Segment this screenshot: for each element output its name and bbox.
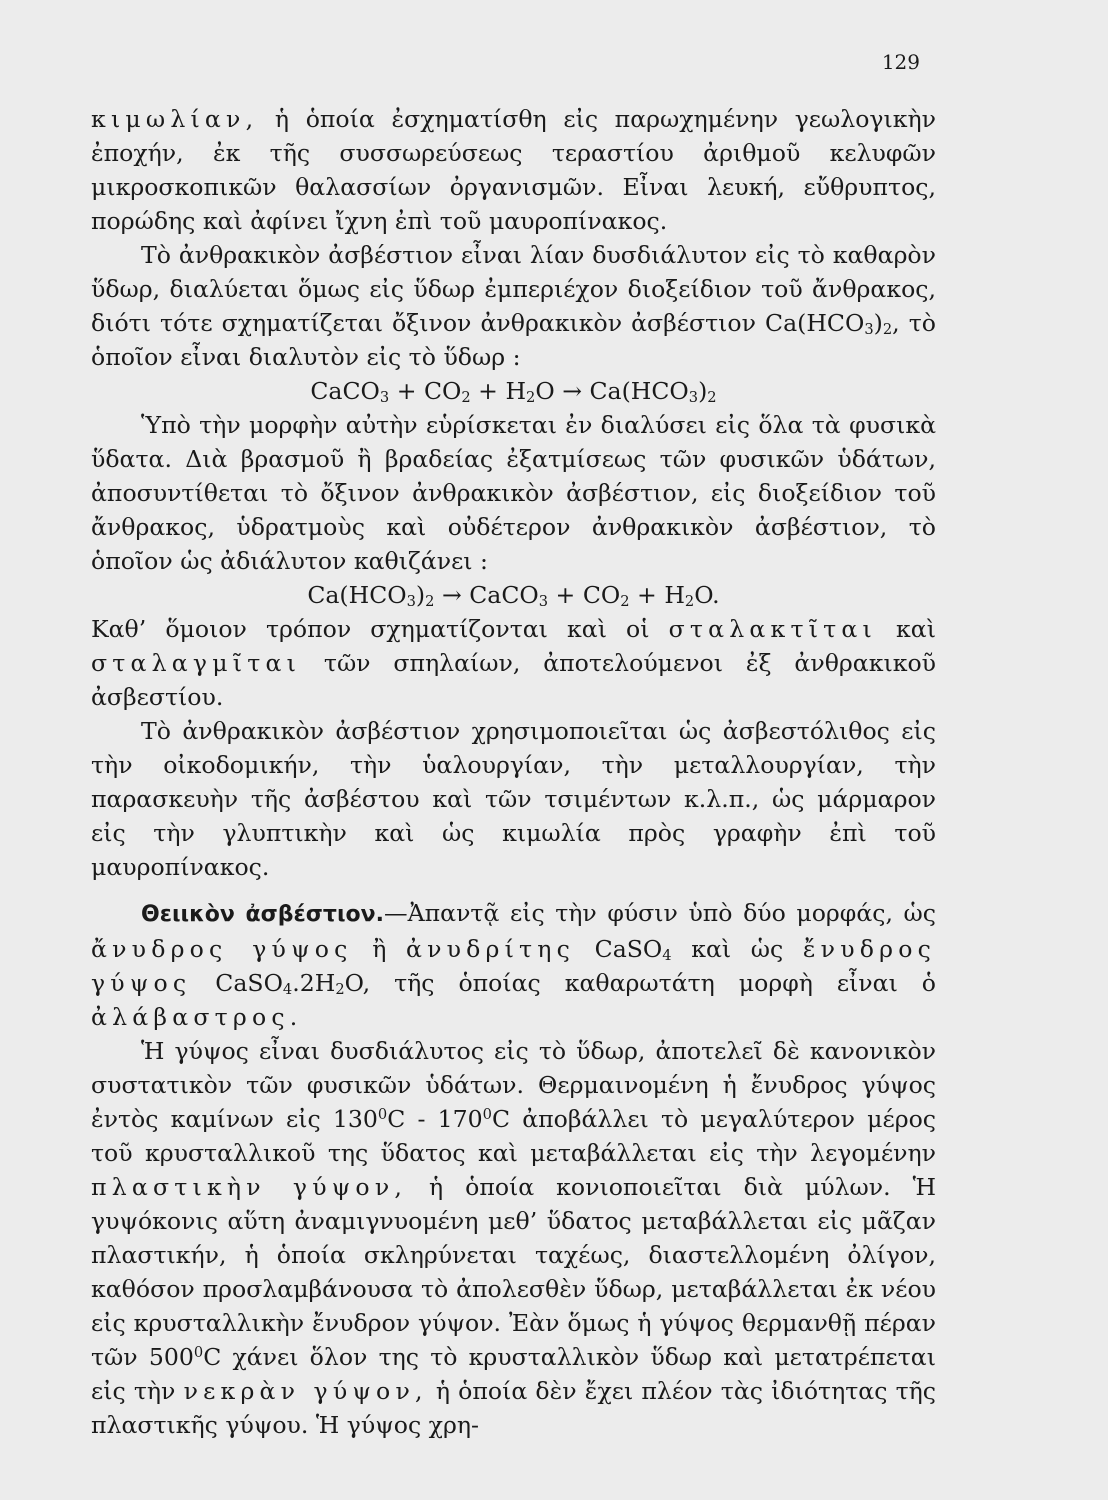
- spaced-term: νεκρὰν γύψον,: [183, 1377, 428, 1405]
- formula-part: ): [698, 377, 708, 405]
- formula-part: .2H: [292, 969, 336, 997]
- formula-part: CaCO: [310, 377, 380, 405]
- subscript: 3: [406, 593, 416, 611]
- paragraph-text: O, τῆς ὁποίας καθαρωτάτη μορφὴ εἶναι ὁ: [344, 969, 936, 997]
- formula-part: Ca(HCO: [307, 581, 407, 609]
- subscript: 2: [620, 593, 630, 611]
- formula-part: O → Ca(HCO: [535, 377, 689, 405]
- superscript: 0: [482, 1105, 492, 1123]
- spaced-term: κιμωλίαν,: [91, 105, 259, 133]
- paragraph-text: ἡ ὁποία ἐσχηματίσθη εἰς παρωχημένην γεωλογικὴν ἐποχήν, ἐκ τῆς συσσωρεύσεως τεραστίου ἀριθμοῦ κελυφῶν μικροσκοπικῶν θαλασσίων ὀργανισμῶν. Εἶναι λευκή, εὔθρυπτος, πορώδης καὶ ἀφίνει ἴχνη ἐπὶ τοῦ μαυροπίνακος.: [91, 105, 936, 235]
- page-number: 129: [881, 50, 920, 74]
- paragraph-text: ἡ ὁποία κονιοποιεῖται διὰ μύλων. Ἡ γυψόκονις αὕτη ἀναμιγνυομένη μεθ’ ὕδατος μεταβάλλεται εἰς μᾶζαν πλαστικήν, ἡ ὁποία σκληρύνεται ταχέως, διαστελλομένη ὀλίγον, καθόσον προσλαμβάνουσα τὸ ἀπολεσθὲν ὕδωρ, μεταβάλλεται ἐκ νέου εἰς κρυσταλλικὴν ἔνυδρον γύψον. Ἐὰν ὅμως ἡ γύψος θερμανθῇ πέραν τῶν 500: [91, 1173, 936, 1371]
- formula-part: O.: [694, 581, 720, 609]
- subscript: 3: [688, 389, 699, 407]
- paragraph-text: C - 170: [387, 1105, 483, 1133]
- subscript: 3: [864, 321, 874, 339]
- formula-part: + CO: [548, 581, 621, 609]
- subscript: 2: [335, 981, 345, 999]
- spaced-term: ἀνυδρίτης: [405, 935, 576, 963]
- subscript: 4: [282, 981, 293, 999]
- subscript: 2: [425, 593, 435, 611]
- spaced-term: σταλαγμῖται: [91, 649, 302, 677]
- spaced-term: σταλακτῖται: [668, 615, 877, 643]
- subscript: 2: [882, 321, 893, 339]
- superscript: 0: [377, 1105, 388, 1123]
- subscript: 4: [662, 947, 672, 965]
- formula-part: + H: [629, 581, 685, 609]
- paragraph-gypsum: [91, 1034, 936, 1442]
- subscript: 3: [379, 389, 390, 407]
- subscript: 2: [684, 593, 695, 611]
- subscript: 2: [461, 389, 471, 407]
- formula-part: ): [415, 581, 426, 609]
- superscript: 0: [193, 1343, 204, 1361]
- paragraph-text: Καθ’ ὅμοιον τρόπον σχηματίζονται καὶ οἱ: [91, 615, 669, 643]
- paragraph-text: ἢ: [352, 935, 406, 963]
- paragraph-natural-waters: Ὑπὸ τὴν μορφὴν αὐτὴν εὑρίσκεται ἐν διαλύσει εἰς ὅλα τὰ φυσικὰ ὕδατα. Διὰ βρασμοῦ ἢ βραδείας ἐξατμίσεως τῶν φυσικῶν ὑδάτων, ἀποσυντίθεται τὸ ὄξινον ἀνθρακικὸν ἀσβέστιον, εἰς διοξείδιον τοῦ ἄνθρακος, ὑδρατμοὺς καὶ οὐδέτερον ἀνθρακικὸν ἀσβέστιον, τὸ ὁποῖον ὡς ἀδιάλυτον καθιζάνει :: [91, 411, 936, 575]
- formula-part: + CO: [389, 377, 462, 405]
- formula-part: → CaCO: [434, 581, 539, 609]
- formula-part: CaSO: [191, 969, 283, 997]
- subscript: 3: [538, 593, 549, 611]
- paragraph-uses: Τὸ ἀνθρακικὸν ἀσβέστιον χρησιμοποιεῖται ὡς ἀσβεστόλιθος εἰς τὴν οἰκοδομικήν, τὴν ὑαλουργίαν, τὴν μεταλλουργίαν, τὴν παρασκευὴν τῆς ἀσβέστου καὶ τῶν τσιμέντων κ.λ.π., ὡς μάρμαρον εἰς τὴν γλυπτικὴν καὶ ὡς κιμωλία πρὸς γραφὴν ἐπὶ τοῦ μαυροπίνακος.: [91, 717, 936, 881]
- spaced-term: ἔνυδρος γύψος: [91, 935, 936, 997]
- paragraph-stalactites: [91, 612, 936, 714]
- equation-dissolution: [91, 374, 936, 408]
- paragraph-text: καὶ ὡς: [671, 935, 803, 963]
- page-body: [91, 102, 936, 1442]
- subscript: 2: [707, 389, 717, 407]
- paragraph-text: Ἡ γύψος εἶναι δυσδιάλυτος εἰς τὸ ὕδωρ, ἀποτελεῖ δὲ κανονικὸν συστατικὸν τῶν φυσικῶν ὑδάτων. Θερμαινομένη ἡ ἔνυδρος γύψος ἐντὸς καμίνων εἰς 130: [91, 1037, 936, 1133]
- subscript: 2: [526, 389, 536, 407]
- paragraph-text: καὶ: [876, 615, 936, 643]
- section-heading: Θειικὸν ἀσβέστιον.: [141, 902, 384, 927]
- equation-decomposition: [91, 578, 936, 612]
- spaced-term: ἄνυδρος γύψος: [91, 935, 353, 963]
- paragraph-carbonate: [91, 238, 936, 374]
- paragraph-text: C ἀποβάλλει τὸ μεγαλύτερον μέρος τοῦ κρυσταλλικοῦ της ὕδατος καὶ μεταβάλλεται εἰς τὴν λεγομένην: [91, 1105, 937, 1167]
- paragraph-text: Τὸ ἀνθρακικὸν ἀσβέστιον εἶναι λίαν δυσδιάλυτον εἰς τὸ καθαρὸν ὕδωρ, διαλύεται ὅμως εἰς ὕδωρ ἐμπεριέχον διοξείδιον τοῦ ἄνθρακος, διότι τότε σχηματίζεται ὄξινον ἀνθρακικὸν ἀσβέστιον Ca(HCO: [91, 241, 936, 337]
- paragraph-text: ἡ ὁποία δὲν ἔχει πλέον τὰς ἰδιότητας τῆς πλαστικῆς γύψου. Ἡ γύψος χρη-: [91, 1377, 937, 1439]
- formula-part: ): [873, 309, 883, 337]
- paragraph-text: —Ἀπαντᾷ εἰς τὴν φύσιν ὑπὸ δύο μορφάς, ὡς: [384, 899, 936, 927]
- paragraph-text: τῶν σπηλαίων, ἀποτελούμενοι ἐξ ἀνθρακικοῦ ἀσβεστίου.: [91, 649, 936, 711]
- paragraph-text: , τὸ ὁποῖον εἶναι διαλυτὸν εἰς τὸ ὕδωρ :: [91, 309, 936, 371]
- spaced-term: ἀλάβαστρος.: [91, 1003, 303, 1031]
- paragraph-sulfate: [91, 896, 936, 1034]
- paragraph-text: C χάνει ὅλον της τὸ κρυσταλλικὸν ὕδωρ καὶ μετατρέπεται εἰς τὴν: [91, 1343, 936, 1405]
- formula-part: + H: [470, 377, 527, 405]
- formula-part: CaSO: [575, 935, 663, 963]
- paragraph-chalk: [91, 102, 936, 238]
- spaced-term: πλαστικὴν γύψον,: [91, 1173, 408, 1201]
